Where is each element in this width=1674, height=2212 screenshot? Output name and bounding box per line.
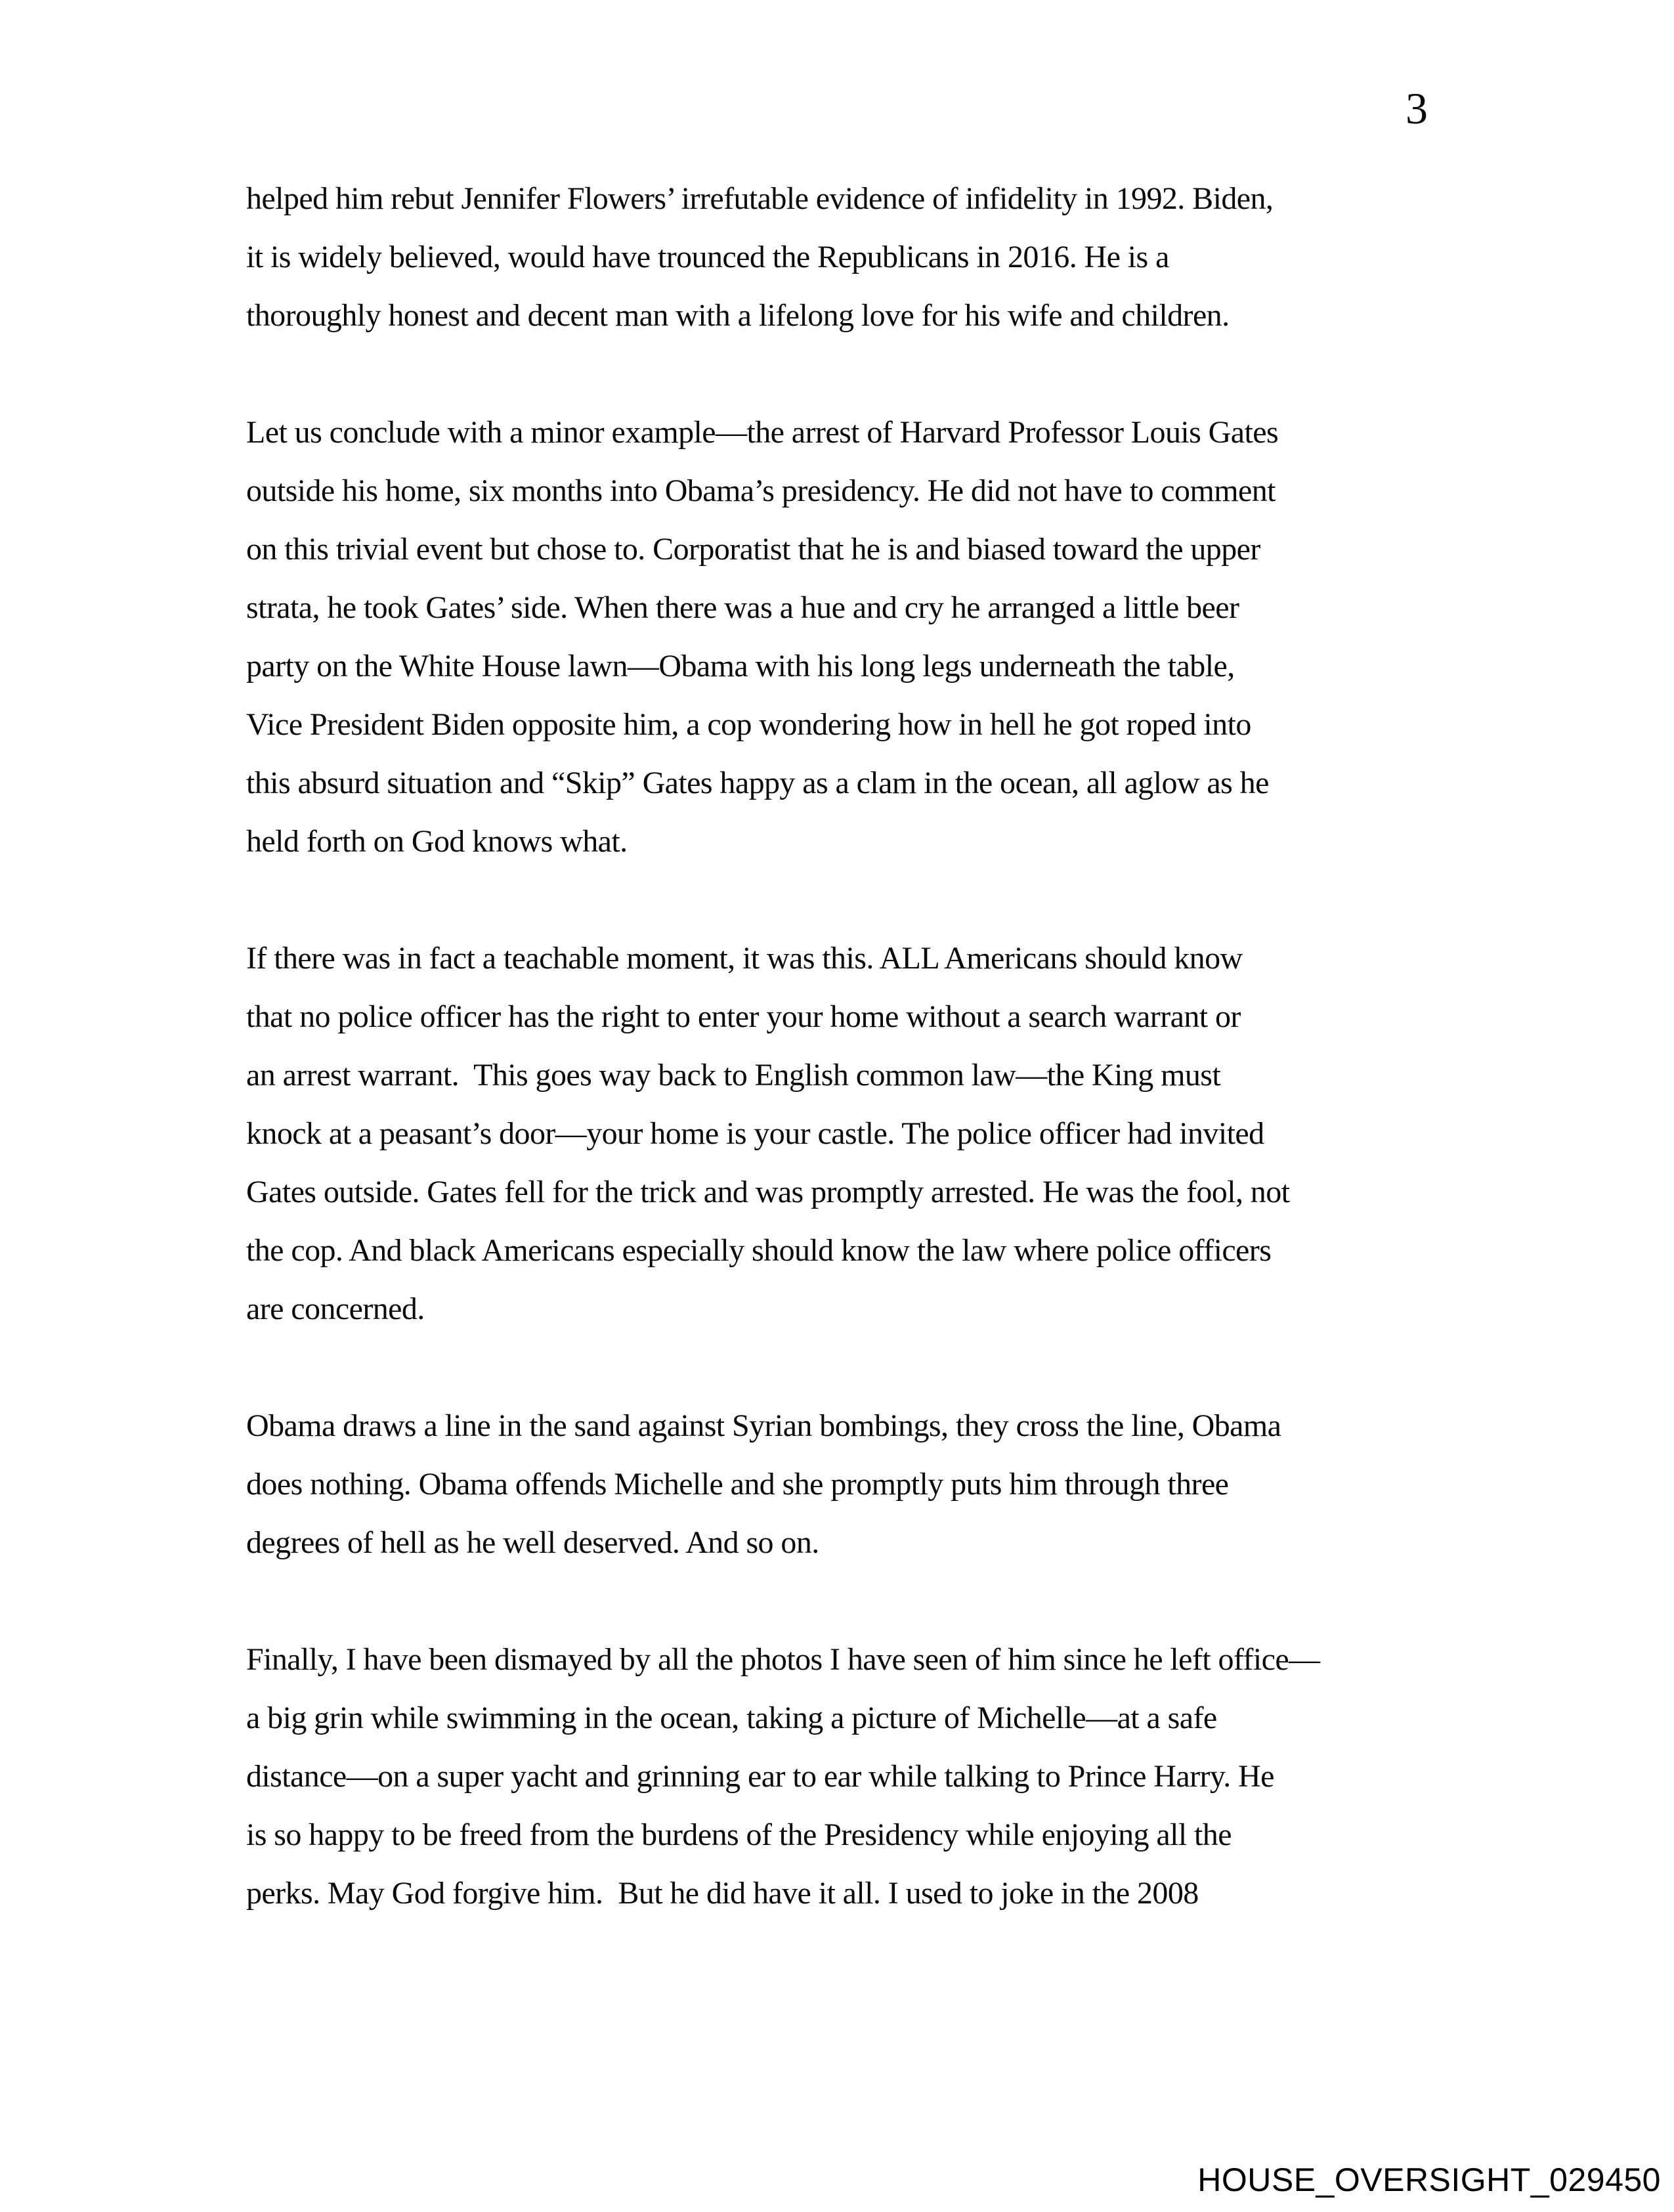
text-line: held forth on God knows what.	[246, 824, 628, 859]
text-line: Obama draws a line in the sand against Syrian bombings, they cross the line, Obama	[246, 1408, 1281, 1443]
bates-number: HOUSE_OVERSIGHT_029450	[1197, 2161, 1661, 2198]
text-line: If there was in fact a teachable moment, it was this. ALL Americans should know	[246, 941, 1243, 976]
paragraph	[246, 403, 1434, 871]
page-number	[246, 84, 1428, 133]
text-line: distance—on a super yacht and grinning ear to ear while talking to Prince Harry. He	[246, 1759, 1274, 1794]
text-line: is so happy to be freed from the burdens of the Presidency while enjoying all the	[246, 1817, 1232, 1852]
text-line: perks. May God forgive him. But he did have it all. I used to joke in the 2008	[246, 1876, 1199, 1911]
text-line: Finally, I have been dismayed by all the photos I have seen of him since he left office—	[246, 1642, 1320, 1677]
document-body	[246, 169, 1434, 1922]
page-number-value: 3	[1406, 83, 1428, 133]
text-line: on this trivial event but chose to. Corporatist that he is and biased toward the upper	[246, 532, 1260, 567]
text-line: a big grin while swimming in the ocean, taking a picture of Michelle—at a safe	[246, 1701, 1217, 1735]
text-line: Let us conclude with a minor example—the arrest of Harvard Professor Louis Gates	[246, 415, 1279, 450]
text-line: knock at a peasant’s door—your home is your castle. The police officer had invited	[246, 1116, 1264, 1151]
paragraph	[246, 1630, 1434, 1922]
text-line: the cop. And black Americans especially should know the law where police officers	[246, 1233, 1272, 1268]
paragraph	[246, 1397, 1434, 1572]
text-line: Gates outside. Gates fell for the trick and was promptly arrested. He was the fool, not	[246, 1175, 1290, 1209]
text-line: degrees of hell as he well deserved. And so on.	[246, 1525, 819, 1560]
text-line: outside his home, six months into Obama’s presidency. He did not have to comment	[246, 473, 1276, 508]
text-line: this absurd situation and “Skip” Gates happy as a clam in the ocean, all aglow as he	[246, 766, 1269, 800]
paragraph	[246, 929, 1434, 1338]
text-line: that no police officer has the right to enter your home without a search warrant or	[246, 999, 1241, 1034]
text-line: it is widely believed, would have trounced the Republicans in 2016. He is a	[246, 240, 1169, 274]
text-line: thoroughly honest and decent man with a lifelong love for his wife and children.	[246, 298, 1230, 333]
text-line: does nothing. Obama offends Michelle and she promptly puts him through three	[246, 1467, 1229, 1502]
text-line: party on the White House lawn—Obama with his long legs underneath the table,	[246, 649, 1235, 683]
text-line: strata, he took Gates’ side. When there was a hue and cry he arranged a little beer	[246, 590, 1239, 625]
text-line: Vice President Biden opposite him, a cop wondering how in hell he got roped into	[246, 707, 1251, 742]
text-line: are concerned.	[246, 1291, 425, 1326]
text-line: helped him rebut Jennifer Flowers’ irrefutable evidence of infidelity in 1992. Biden,	[246, 181, 1274, 216]
text-line: an arrest warrant. This goes way back to English common law—the King must	[246, 1058, 1221, 1093]
paragraph	[246, 169, 1434, 345]
